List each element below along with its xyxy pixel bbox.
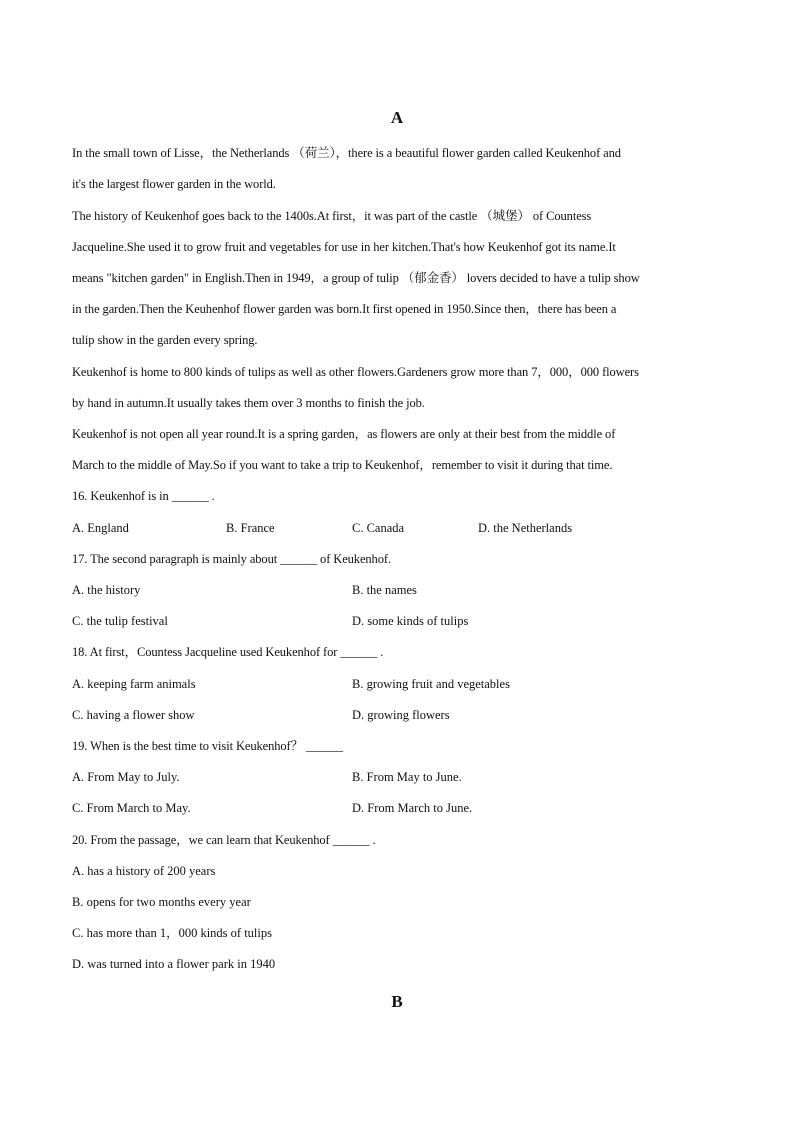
option-a[interactable]: A. keeping farm animals bbox=[72, 677, 196, 691]
option-d[interactable]: D. some kinds of tulips bbox=[352, 614, 469, 628]
passage-line: it's the largest flower garden in the world. bbox=[72, 177, 276, 191]
passage-line: tulip show in the garden every spring. bbox=[72, 333, 258, 347]
passage-line: Keukenhof is home to 800 kinds of tulips as well as other flowers.Gardeners grow more than 7，000，000 flowers bbox=[72, 365, 639, 379]
question-stem: 18. At first，Countess Jacqueline used Keukenhof for ______ . bbox=[72, 645, 384, 659]
option-a[interactable]: A. England bbox=[72, 521, 129, 535]
section-a-title: A bbox=[390, 108, 404, 127]
passage-line: The history of Keukenhof goes back to the 1400s.At first，it was part of the castle （城堡） of Countess bbox=[72, 209, 592, 223]
option-d[interactable]: D. the Netherlands bbox=[478, 521, 573, 535]
option-c[interactable]: C. From March to May. bbox=[72, 801, 191, 815]
question-stem: 19. When is the best time to visit Keukenhof？ ______ bbox=[72, 739, 343, 753]
option-b[interactable]: B. opens for two months every year bbox=[72, 895, 251, 909]
passage-line: Jacqueline.She used it to grow fruit and vegetables for use in her kitchen.That's how Keukenhof got its name.It bbox=[72, 240, 616, 254]
option-a[interactable]: A. the history bbox=[72, 583, 141, 597]
option-b[interactable]: B. the names bbox=[352, 583, 417, 597]
option-c[interactable]: C. Canada bbox=[352, 521, 405, 535]
option-b[interactable]: B. From May to June. bbox=[352, 770, 462, 784]
option-c[interactable]: C. has more than 1，000 kinds of tulips bbox=[72, 926, 272, 940]
question-stem: 20. From the passage，we can learn that Keukenhof ______ . bbox=[72, 833, 376, 847]
option-d[interactable]: D. growing flowers bbox=[352, 708, 450, 722]
passage-line: March to the middle of May.So if you want to take a trip to Keukenhof，remember to visit it during that time. bbox=[72, 458, 613, 472]
option-c[interactable]: C. the tulip festival bbox=[72, 614, 168, 628]
passage-line: in the garden.Then the Keuhenhof flower garden was born.It first opened in 1950.Since then，there has been a bbox=[72, 302, 617, 316]
passage-line: means "kitchen garden" in English.Then in 1949，a group of tulip （郁金香） lovers decided to have a tulip show bbox=[72, 271, 640, 285]
option-b[interactable]: B. France bbox=[226, 521, 275, 535]
passage-line: Keukenhof is not open all year round.It is a spring garden，as flowers are only at their best from the middle of bbox=[72, 427, 616, 441]
option-d[interactable]: D. From March to June. bbox=[352, 801, 473, 815]
option-b[interactable]: B. growing fruit and vegetables bbox=[352, 677, 510, 691]
option-d[interactable]: D. was turned into a flower park in 1940 bbox=[72, 957, 276, 971]
question-stem: 17. The second paragraph is mainly about ______ of Keukenhof. bbox=[72, 552, 391, 566]
option-a[interactable]: A. From May to July. bbox=[72, 770, 180, 784]
passage-line: by hand in autumn.It usually takes them over 3 months to finish the job. bbox=[72, 396, 425, 410]
option-c[interactable]: C. having a flower show bbox=[72, 708, 195, 722]
passage-line: In the small town of Lisse，the Netherlands （荷兰），there is a beautiful flower garden called Keukenhof and bbox=[72, 146, 621, 160]
option-a[interactable]: A. has a history of 200 years bbox=[72, 864, 216, 878]
section-b-title: B bbox=[391, 992, 403, 1011]
question-stem: 16. Keukenhof is in ______ . bbox=[72, 489, 215, 503]
